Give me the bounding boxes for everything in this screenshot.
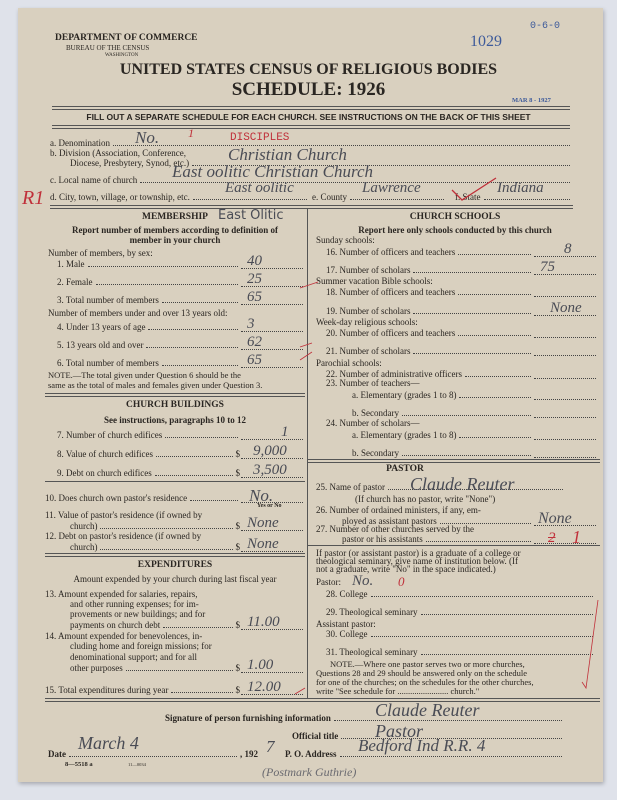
q16-sunday-teachers[interactable]: 16. Number of officers and teachers 8 [326,246,596,257]
membership-intro: member in your church [129,235,221,245]
print-number: 11—0034 [128,762,146,767]
q26-assistant-pastors[interactable]: ployed as assistant pastors None [342,515,596,526]
date-field[interactable]: Date [48,749,240,759]
local-name-value: East oolitic Christian Church [172,162,374,181]
subheading: Summer vacation Bible schools: [316,276,433,286]
q3-total[interactable]: 3. Total number of members 65 [57,294,303,305]
q8-value: 9,000 [253,443,287,459]
pastor-graduate-value: No. [352,573,374,589]
expenditures-heading: EXPENDITURES [137,560,213,570]
q4-value: 3 [247,316,255,332]
q23a-elementary-teachers[interactable]: a. Elementary (grades 1 to 8) [352,389,596,400]
denomination-field[interactable]: a. Denomination [50,138,573,148]
q12-residence-debt[interactable]: church) $ None [70,541,303,552]
tick-mark-icon [295,600,598,694]
q3-value: 65 [247,289,262,305]
subheading: Week-day religious schools: [316,317,418,327]
membership-annotation: East Olitic [218,208,284,223]
date-value: March 4 [78,733,139,753]
assistant-pastor-label: Assistant pastor: [316,619,376,629]
denomination-value: No. [135,128,160,147]
q13-label: provements or new buildings; and for [70,609,206,619]
denomination-stamp: DISCIPLES [230,132,290,144]
q5-13-and-over[interactable]: 5. 13 years old and over 62 [57,339,303,350]
q27-correction: 1 [572,527,581,547]
q5-value: 62 [247,334,262,350]
q2-female[interactable]: 2. Female 25 [57,276,303,287]
schedule-title: SCHEDULE: 1926 [231,79,386,100]
code-number: 0-6-0 [530,21,561,32]
official-title-value: Pastor [375,721,424,741]
margin-mark: R1 [22,187,45,209]
po-address-field[interactable]: P. O. Address [285,749,565,759]
q13-running-expenses[interactable]: payments on church debt $ 11.00 [70,619,303,630]
q27-other-churches[interactable]: pastor or his assistants 2 1 [342,533,596,544]
q18-summer-teachers[interactable]: 18. Number of officers and teachers [326,286,596,297]
q24-label: 24. Number of scholars— [326,418,420,428]
division-field[interactable]: Diocese, Presbytery, Synod, etc.) [70,158,573,168]
county-value: Lawrence [362,180,421,196]
q6-total[interactable]: 6. Total number of members 65 [57,357,303,368]
q30-assistant-college[interactable]: 30. College [326,629,596,639]
q16-value: 8 [564,241,572,257]
graduate-instructions: If pastor (or assistant pastor) is a graduate of a college or [316,548,521,558]
q2-value: 25 [247,271,262,287]
instruction: FILL OUT A SEPARATE SCHEDULE FOR EACH CHURCH. SEE INSTRUCTIONS ON THE BACK OF THIS SHEET [86,112,531,122]
q11-label: 11. Value of pastor's residence (if owned by [45,510,203,520]
q1-male[interactable]: 1. Male 40 [57,258,303,269]
signature-value: Claude Reuter [375,700,480,720]
q24b-secondary-scholars[interactable]: b. Secondary [352,447,596,458]
signature-field[interactable]: Signature of person furnishing information [165,713,565,723]
buildings-intro: See instructions, paragraphs 10 to 12 [103,415,246,425]
pastor-note: for one of the churches; on the schedules for the other churches, [316,677,534,687]
division-label: b. Division (Association, Conference, [50,148,186,158]
division-value: Christian Church [228,145,347,164]
q17-value: 75 [540,259,555,275]
city-value: East oolitic [225,180,294,196]
official-title-field[interactable]: Official title [292,731,565,741]
tick-mark-icon [300,282,318,360]
q14-value: 1.00 [247,657,274,673]
city: WASHINGTON [105,53,139,58]
q26-value: None [538,510,572,527]
schedule-number: 1029 [470,33,502,50]
q1-value: 40 [247,253,262,269]
q14-label: denominational support; and for all [70,652,197,662]
q19-value: None [550,300,582,316]
po-address-value: Bedford Ind R.R. 4 [358,736,486,755]
q13-value: 11.00 [247,614,280,630]
membership-intro: Report number of members according to definition of [71,225,279,235]
q12-value: None [247,536,279,552]
bureau: BUREAU OF THE CENSUS [66,44,150,52]
q26-label: 26. Number of ordained ministers, if any, em- [316,505,481,515]
q14-label: 14. Amount expended for benevolences, in- [45,631,203,641]
q9-edifice-debt[interactable]: 9. Debt on church edifices $ 3,500 [57,467,303,478]
q25-value: Claude Reuter [410,474,515,494]
form-title: UNITED STATES CENSUS OF RELIGIOUS BODIES [119,61,498,78]
subheading: Parochial schools: [316,358,382,368]
postmark-note: (Postmark Guthrie) [262,765,357,779]
expenditures-intro: Amount expended by your church during last fiscal year [73,574,277,584]
q7-value: 1 [281,424,289,440]
pastor-note: NOTE.—Where one pastor serves two or more churches, [330,659,525,669]
q29-pastor-seminary[interactable]: 29. Theological seminary [326,607,596,617]
q12-label: 12. Debt on pastor's residence (if owned by [45,531,202,541]
q27-value: 2 [548,530,556,546]
membership-heading: MEMBERSHIP [142,212,208,222]
q14-label: cluding home and foreign missions; for [70,641,212,651]
pastor-label: Pastor: [316,577,342,587]
subheading: Sunday schools: [316,235,375,245]
q19-summer-scholars[interactable]: 19. Number of scholars None [326,305,596,316]
q9-value: 3,500 [253,462,287,478]
q27-label: 27. Number of other churches served by the [316,524,474,534]
q23-label: 23. Number of teachers— [326,378,420,388]
q24a-elementary-scholars[interactable]: a. Elementary (grades 1 to 8) [352,429,596,440]
q7-edifices[interactable]: 7. Number of church edifices 1 [57,429,303,440]
q31-assistant-seminary[interactable]: 31. Theological seminary [326,647,596,657]
check-mark-icon [452,178,496,200]
pastor-note: Questions 28 and 29 should be answered only on the schedule [316,668,528,678]
q22-admin-officers[interactable]: 22. Number of administrative officers [326,368,596,379]
pastor-heading: PASTOR [386,464,424,474]
q11-value: None [247,515,279,531]
q25-pastor-name[interactable]: 25. Name of pastor [316,482,566,492]
q23b-secondary-teachers[interactable]: b. Secondary [352,407,596,418]
graduate-instructions: not a graduate, write "No" in the space indicated.) [316,564,496,574]
q25-note: (If church has no pastor, write "None") [355,494,496,504]
received-stamp: MAR 8 - 1927 [512,97,551,104]
graduate-instructions: theological seminary, give name of institution below. (If [316,556,519,566]
q4-under-13[interactable]: 4. Under 13 years of age 3 [57,321,303,332]
state-value: Indiana [497,180,544,196]
schools-intro: Report here only schools conducted by this church [358,225,552,235]
year-value: 7 [266,737,275,756]
red-mark: 1 [188,126,194,140]
q15-total-expenditures[interactable]: 15. Total expenditures during year $ 12.00 [45,684,303,695]
q10-owns-residence[interactable]: 10. Does church own pastor's residence No. [45,492,303,503]
red-mark: 0 [398,574,405,589]
q15-value: 12.00 [247,679,281,695]
q20-weekday-teachers[interactable]: 20. Number of officers and teachers [326,327,596,338]
q21-weekday-scholars[interactable]: 21. Number of scholars [326,345,596,356]
q14-benevolences[interactable]: other purposes $ 1.00 [70,662,303,673]
q6-value: 65 [247,352,262,368]
yes-or-no-hint: Yes or No [257,503,282,509]
city-field[interactable]: d. City, town, village, or township, etc. [50,192,310,202]
q28-pastor-college[interactable]: 28. College [326,589,596,599]
state-field[interactable]: f. State [455,192,573,202]
q11-residence-value[interactable]: church) $ None [70,520,303,531]
membership-note: NOTE.—The total given under Question 6 should be the [48,370,241,380]
q17-sunday-scholars[interactable]: 17. Number of scholars 75 [326,264,596,275]
membership-note: same as the total of males and females given under Question 3. [48,380,263,390]
year-prefix: , 192 [240,749,258,759]
subheading: Number of members under and over 13 years old: [48,308,228,318]
form-number: 8—5518 a [65,761,93,768]
department: DEPARTMENT OF COMMERCE [55,33,198,43]
schools-heading: CHURCH SCHOOLS [409,212,501,222]
q13-label: 13. Amount expended for salaries, repairs, [45,589,198,599]
local-name-field[interactable]: c. Local name of church [50,175,573,185]
pastor-note: write "See schedule for ........................ church." [316,686,480,696]
subheading: Number of members, by sex: [48,248,153,258]
county-field[interactable]: e. County [312,192,447,202]
q10-value: No. [249,486,274,505]
buildings-heading: CHURCH BUILDINGS [126,400,224,410]
q13-label: and other running expenses; for im- [70,599,199,609]
q8-edifice-value[interactable]: 8. Value of church edifices $ 9,000 [57,448,303,459]
